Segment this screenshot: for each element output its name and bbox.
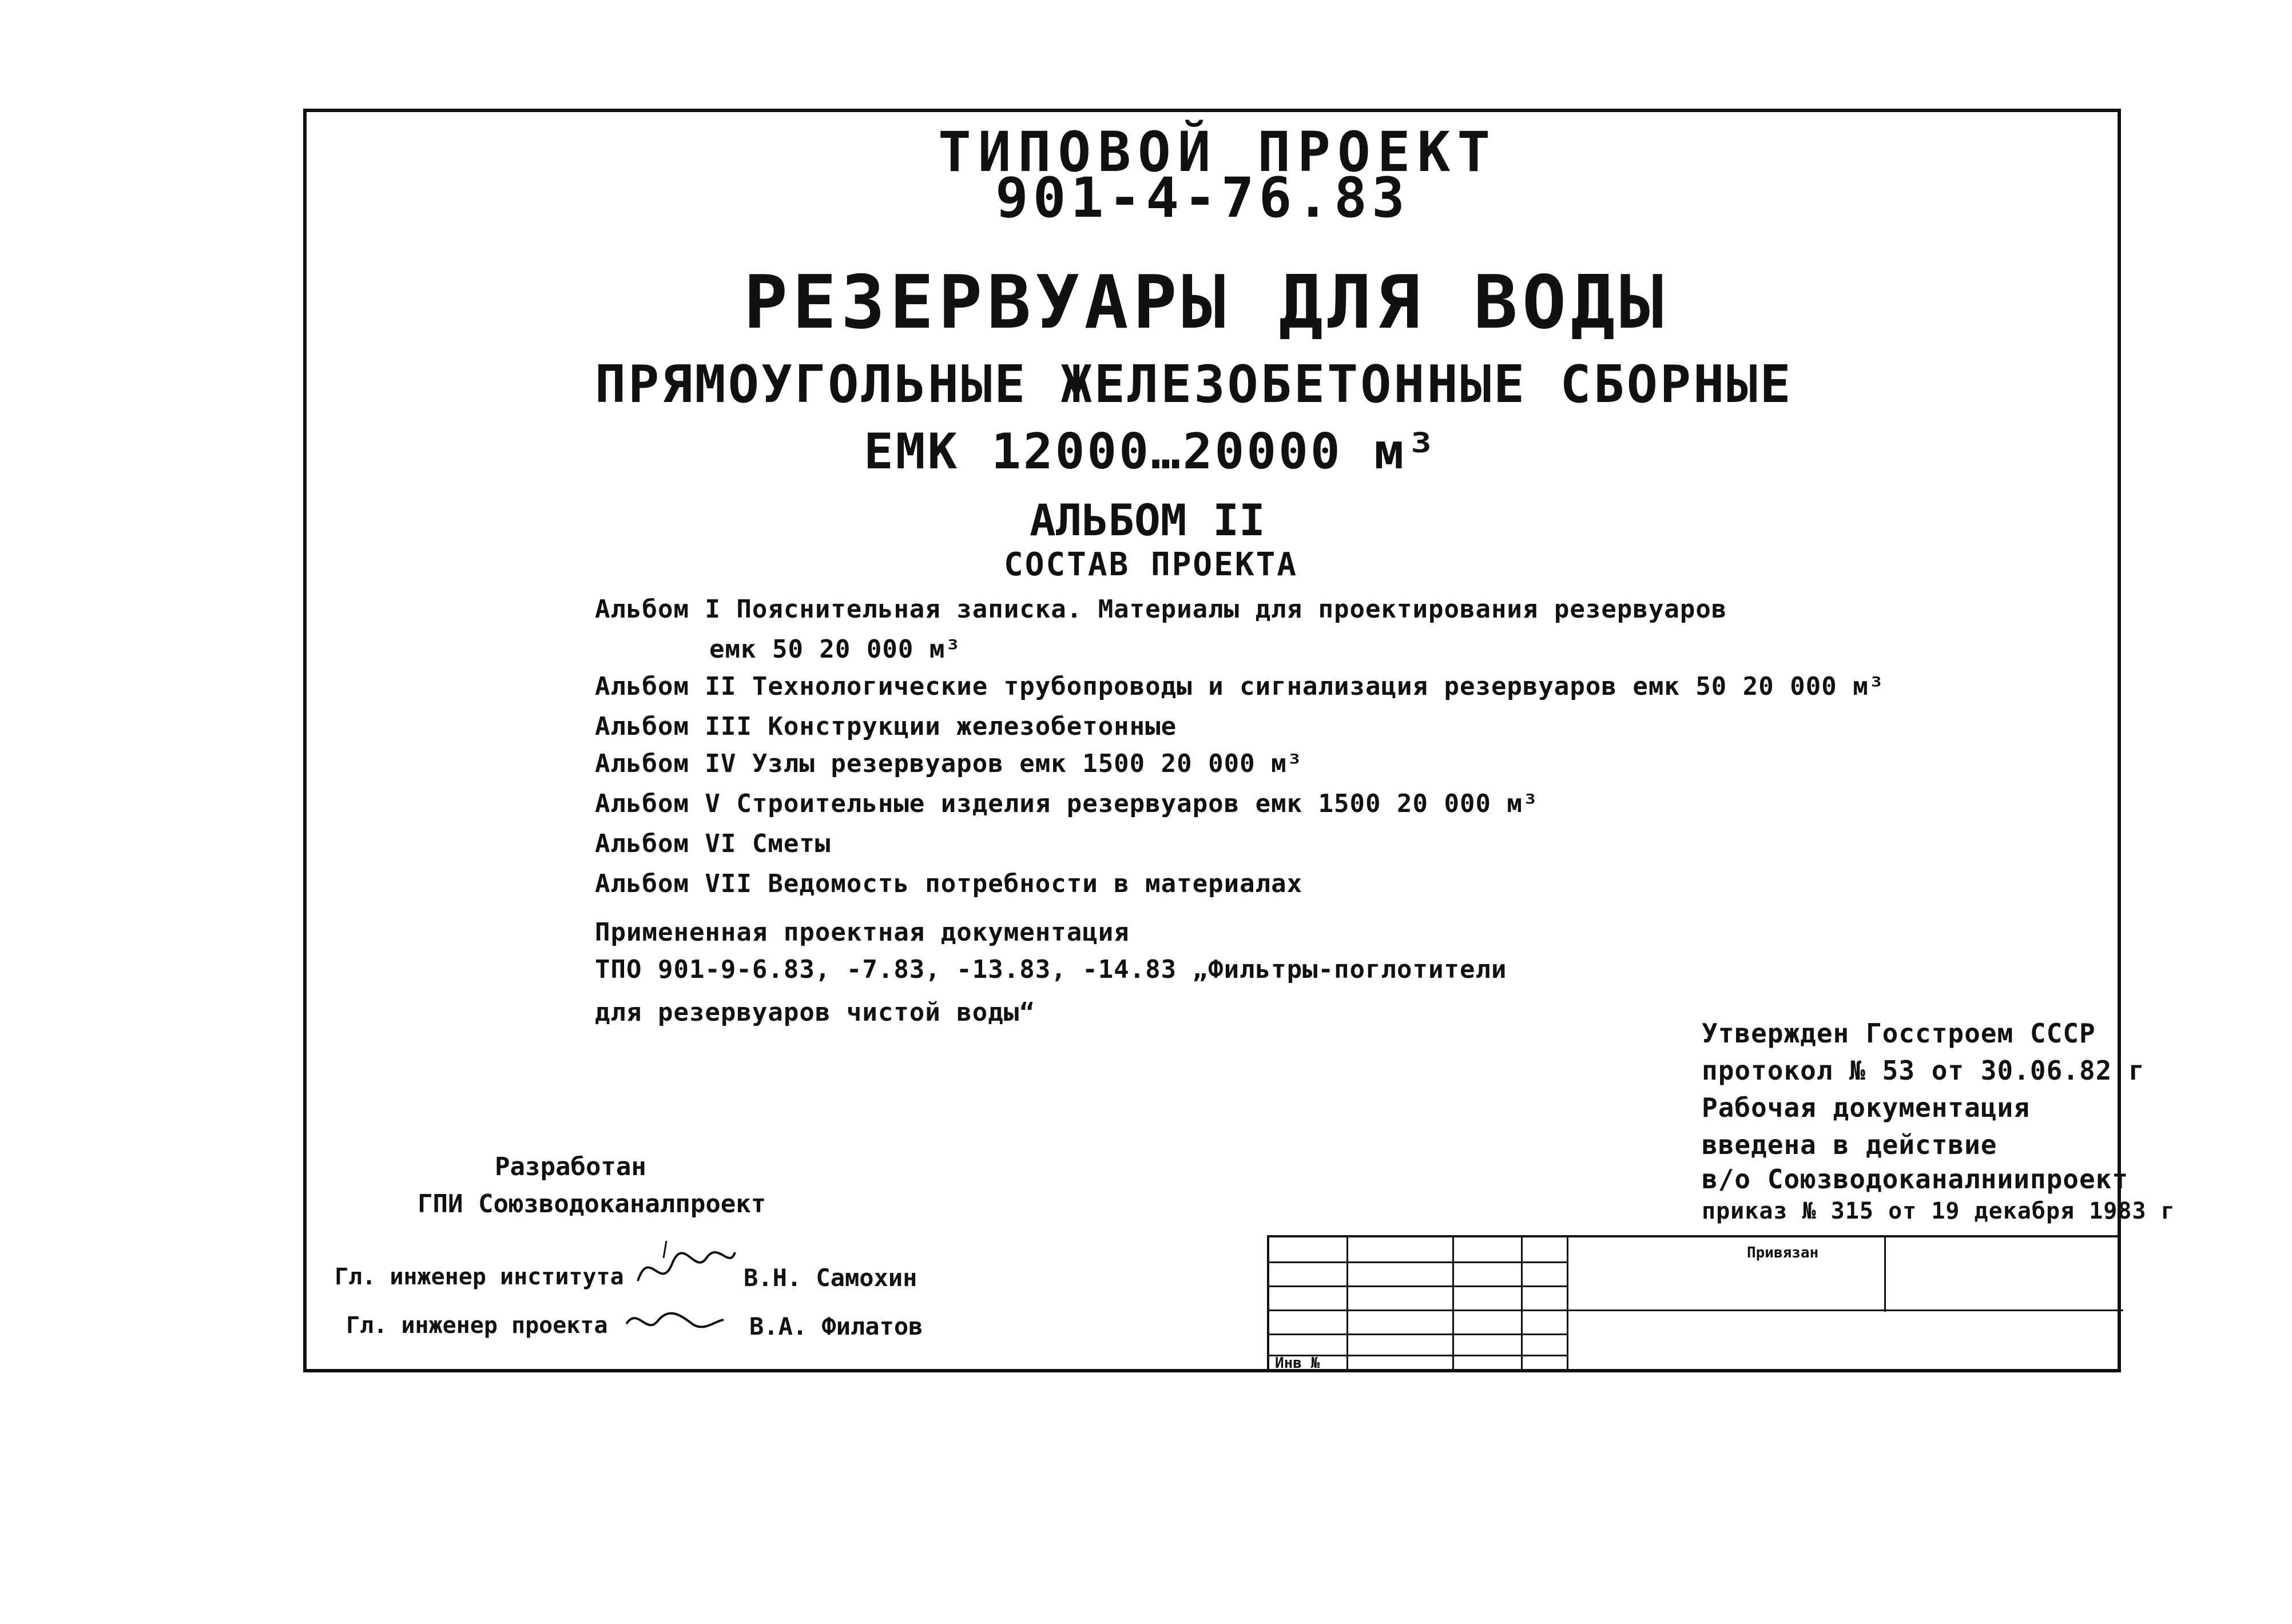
signature-filatov xyxy=(623,1304,726,1338)
composition-item: Альбом V Строительные изделия резервуаров емк 1500 20 000 м³ xyxy=(595,789,1539,818)
document-title: РЕЗЕРВУАРЫ ДЛЯ ВОДЫ xyxy=(744,260,1669,345)
stamp-divider xyxy=(1521,1237,1523,1372)
stamp-row-line xyxy=(1269,1309,2123,1311)
album-number: АЛЬБОМ II xyxy=(1030,495,1265,546)
composition-item: емк 50 20 000 м³ xyxy=(709,635,961,664)
approval-line: протокол № 53 от 30.06.82 г xyxy=(1702,1055,2145,1086)
applied-docs-heading: Примененная проектная документация xyxy=(595,918,1130,947)
composition-item: Альбом IV Узлы резервуаров емк 1500 20 000 м³ xyxy=(595,749,1303,778)
composition-item: Альбом III Конструкции железобетонные xyxy=(595,712,1177,741)
chief-engineer-project-name: В.А. Филатов xyxy=(749,1312,923,1340)
stamp-row-line xyxy=(1269,1261,1567,1263)
stamp-divider xyxy=(1346,1237,1348,1372)
chief-engineer-institute-label: Гл. инженер института xyxy=(335,1264,624,1290)
chief-engineer-institute-name: В.Н. Самохин xyxy=(744,1264,917,1292)
applied-docs-line: ТПО 901-9-6.83, -7.83, -13.83, -14.83 „Фильтры-поглотители xyxy=(595,955,1507,984)
approval-line: Рабочая документация xyxy=(1702,1092,2030,1123)
chief-engineer-project-label: Гл. инженер проекта xyxy=(346,1312,608,1339)
stamp-divider xyxy=(1567,1237,1568,1372)
project-label: ТИПОВОЙ ПРОЕКТ xyxy=(938,120,1497,184)
stamp-row-line xyxy=(1269,1285,1567,1287)
approval-line: Утвержден Госстроем СССР xyxy=(1702,1018,2096,1049)
project-number: 901-4-76.83 xyxy=(995,166,1409,230)
title-block xyxy=(1267,1235,2121,1372)
bound-label: Привязан xyxy=(1747,1244,1819,1261)
composition-item: Альбом VII Ведомость потребности в материалах xyxy=(595,869,1303,898)
developer-label: Разработан xyxy=(495,1152,646,1181)
signature-samokhin xyxy=(632,1235,741,1298)
inventory-label: Инв № xyxy=(1275,1355,1320,1372)
composition-item: Альбом I Пояснительная записка. Материалы для проектирования резервуаров xyxy=(595,595,1727,624)
stamp-divider xyxy=(1884,1237,1886,1312)
approval-line: введена в действие xyxy=(1702,1129,1997,1160)
stamp-divider xyxy=(1452,1237,1454,1372)
approval-order-line: приказ № 315 от 19 декабря 1983 г xyxy=(1702,1198,2175,1224)
composition-item: Альбом II Технологические трубопроводы и сигнализация резервуаров емк 50 20 000 м³ xyxy=(595,672,1885,701)
stamp-row-line xyxy=(1269,1334,1567,1335)
developer-org: ГПИ Союзводоканалпроект xyxy=(418,1189,766,1219)
composition-heading: СОСТАВ ПРОЕКТА xyxy=(1004,546,1298,583)
composition-item: Альбом VI Сметы xyxy=(595,829,831,858)
document-subtitle: ПРЯМОУГОЛЬНЫЕ ЖЕЛЕЗОБЕТОННЫЕ СБОРНЫЕ xyxy=(595,355,1793,415)
capacity-line: ЕМК 12000…20000 м³ xyxy=(864,423,1438,480)
approval-line: в/о Союзводоканалниипроект xyxy=(1702,1164,2129,1195)
applied-docs-line: для резервуаров чистой воды“ xyxy=(595,998,1035,1027)
